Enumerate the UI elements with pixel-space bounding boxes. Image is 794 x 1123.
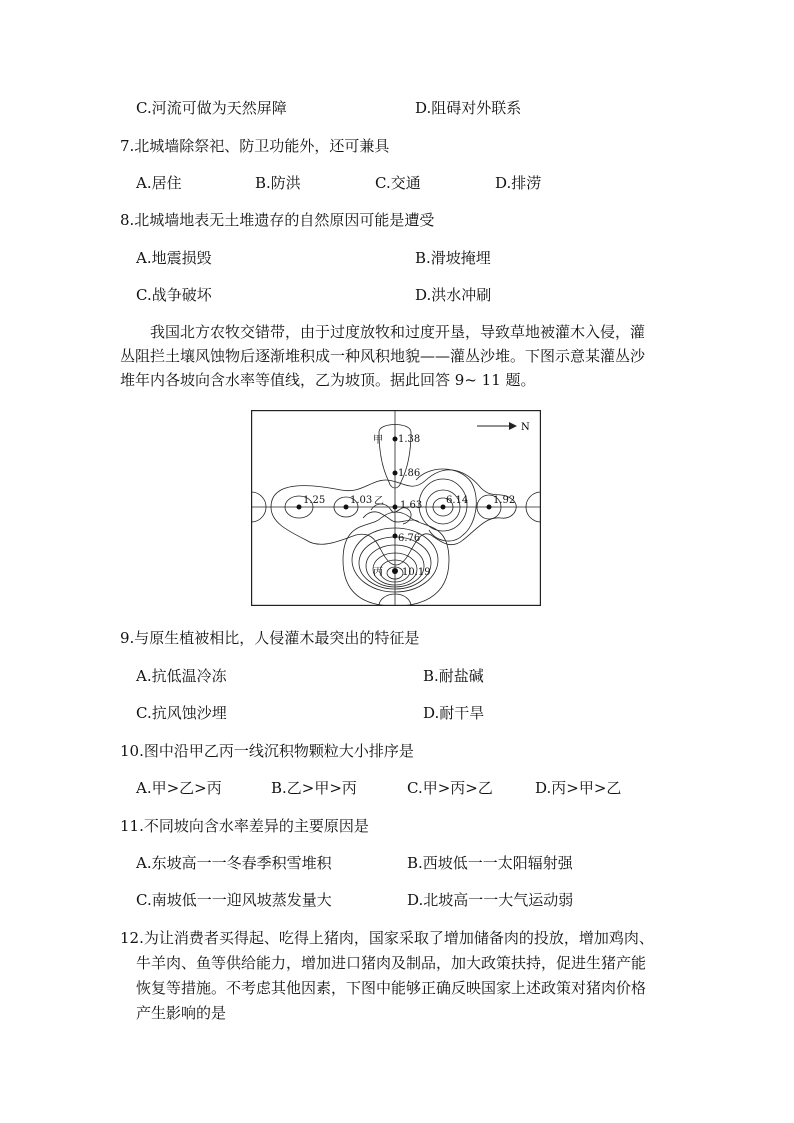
q7-option-d: D.排涝 [495,174,542,192]
value-1-38: 1.38 [398,434,421,445]
q11-option-c: C.南坡低一一迎风坡蒸发量大 [136,891,332,909]
q10-option-d: D.丙>甲>乙 [535,779,622,797]
intro-line-2: 丛阻拦土壤风蚀物后逐渐堆积成一种风积地貌——灌丛沙堆。下图示意某灌丛沙 [120,347,646,365]
point-1-25 [297,505,302,510]
contour-map-figure [251,410,541,606]
question-7-stem: 7.北城墙除祭祀、防卫功能外，还可兼具 [120,137,390,155]
q9-option-c: C.抗风蚀沙埋 [136,704,227,722]
question-10-stem: 10.图中沿甲乙丙一线沉积物颗粒大小排序是 [120,742,414,760]
question-12-line-2: 牛羊肉、鱼等供给能力，增加进口猪肉及制品，加大政策扶持，促进生猪产能 [136,954,647,972]
point-6-76 [393,534,398,539]
q9-option-b: B.耐盐碱 [423,667,484,685]
question-12-line-1: 12.为让消费者买得起、吃得上猪肉，国家采取了增加储备肉的投放，增加鸡肉、 [120,929,654,947]
value-6-76: 6.76 [398,533,421,544]
place-label-yi: 乙 [374,496,384,507]
q7-option-b: B.防洪 [255,174,301,192]
contour-outer [271,470,516,565]
point-yi [393,505,398,510]
value-10-19: 10.19 [402,567,431,578]
option-c-top: C.河流可做为天然屏障 [136,99,287,117]
point-1-92 [487,505,492,510]
question-9-stem: 9.与原生植被相比，人侵灌木最突出的特征是 [120,629,420,647]
value-1-86: 1.86 [398,468,421,479]
q11-option-b: B.西坡低一一太阳辐射强 [407,854,573,872]
q11-option-d: D.北坡高一一大气运动弱 [407,891,574,909]
q11-option-a: A.东坡高一一冬春季积雪堆积 [136,854,332,872]
point-jia [393,437,398,442]
q7-option-c: C.交通 [375,174,421,192]
question-12-line-4: 产生影响的是 [136,1004,227,1022]
north-arrow-icon [477,422,517,430]
value-6-14: 6.14 [446,495,469,506]
q8-option-d: D.洪水冲刷 [415,286,492,304]
place-label-bing: 丙 [373,567,383,578]
intro-line-1: 我国北方农牧交错带，由于过度放牧和过度开垦，导致草地被灌木入侵，灌 [150,323,646,341]
intro-line-3: 堆年内各坡向含水率等值线，乙为坡顶。据此回答 9~ 11 题。 [120,371,536,389]
place-label-jia: 甲 [373,435,383,446]
point-1-03 [344,505,349,510]
point-bing [392,568,398,574]
option-d-top: D.阻碍对外联系 [415,99,522,117]
q7-option-a: A.居住 [136,174,182,192]
q8-option-b: B.滑坡掩埋 [415,249,491,267]
q10-option-b: B.乙>甲>丙 [271,779,357,797]
q10-option-a: A.甲>乙>丙 [136,779,222,797]
question-12-line-3: 恢复等措施。不考虑其他因素，下图中能够正确反映国家上述政策对猪肉价格 [136,979,647,997]
point-6-14 [441,505,446,510]
q9-option-a: A.抗低温冷冻 [136,667,227,685]
north-label: N [521,422,530,433]
question-8-stem: 8.北城墙地表无土堆遗存的自然原因可能是遭受 [120,211,435,229]
value-1-25: 1.25 [303,495,326,506]
value-1-03: 1.03 [350,495,373,506]
question-11-stem: 11.不同坡向含水率差异的主要原因是 [120,817,369,835]
q10-option-c: C.甲>丙>乙 [407,779,493,797]
q9-option-d: D.耐干旱 [423,704,485,722]
value-1-63: 1.63 [400,500,423,511]
q8-option-a: A.地震损毁 [136,249,212,267]
value-1-92: 1.92 [493,495,516,506]
q8-option-c: C.战争破坏 [136,286,212,304]
point-1-86 [393,471,398,476]
